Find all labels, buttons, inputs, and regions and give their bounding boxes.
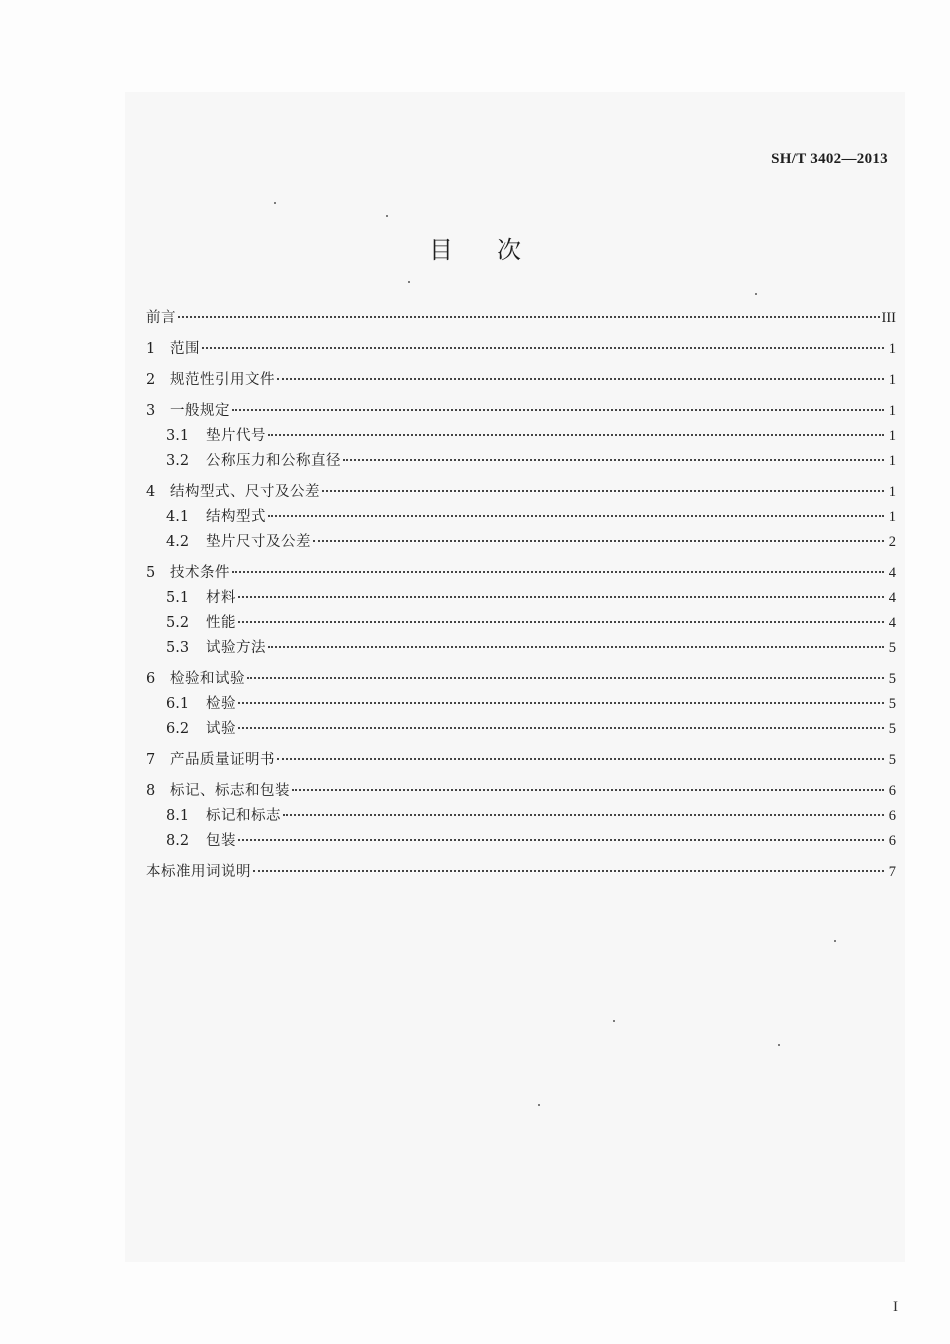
toc-entry-page: 5 (888, 640, 896, 656)
toc-entry (146, 424, 896, 449)
toc-entry-number: 5.2 (166, 615, 190, 631)
scan-speck (755, 293, 757, 295)
toc-entry-number: 8.2 (166, 833, 190, 849)
toc-leader-dots (253, 869, 884, 872)
toc-entry (146, 337, 896, 362)
scan-speck (408, 281, 410, 283)
toc-entry-label: 垫片代号 (206, 428, 266, 444)
toc-entry-page: 4 (888, 565, 896, 581)
toc-entry (146, 829, 896, 854)
toc-entry-label: 产品质量证明书 (170, 752, 275, 768)
toc-entry-label: 材料 (206, 590, 236, 606)
page-number: I (893, 1299, 898, 1315)
toc-entry-label: 公称压力和公称直径 (206, 453, 341, 469)
toc-entry-number: 6.1 (166, 696, 190, 712)
toc-entry-page: 2 (888, 534, 896, 550)
toc-entry (146, 399, 896, 424)
page-title: 目次 (429, 236, 565, 264)
toc-entry-page: 1 (888, 509, 896, 525)
toc-entry-label: 范围 (170, 341, 200, 357)
toc-entry-label: 结构型式、尺寸及公差 (170, 484, 320, 500)
toc-entry-label: 包装 (206, 833, 236, 849)
standard-code: SH/T 3402—2013 (771, 151, 888, 167)
toc-leader-dots (238, 595, 884, 598)
toc-entry-page: 5 (888, 696, 896, 712)
toc-entry-label: 检验和试验 (170, 671, 245, 687)
toc-entry-label: 一般规定 (170, 403, 230, 419)
toc-entry-page: 1 (888, 372, 896, 388)
scan-speck (274, 202, 276, 204)
toc-entry-label: 技术条件 (170, 565, 230, 581)
toc-entry-page: 7 (888, 864, 896, 880)
toc-entry-number: 1 (146, 341, 156, 357)
toc-entry (146, 586, 896, 611)
toc-leader-dots (238, 701, 884, 704)
toc-entry (146, 667, 896, 692)
toc-entry-page: 6 (888, 808, 896, 824)
toc-leader-dots (292, 788, 884, 791)
toc-entry (146, 530, 896, 555)
scan-speck (613, 1020, 615, 1022)
toc-entry-number: 3.2 (166, 453, 190, 469)
toc-leader-dots (313, 539, 884, 542)
toc-entry-page: III (881, 310, 896, 326)
toc-entry-page: 1 (888, 453, 896, 469)
toc-entry-label: 试验方法 (206, 640, 266, 656)
toc-entry-label: 检验 (206, 696, 236, 712)
toc-entry (146, 306, 896, 331)
scan-speck (386, 215, 388, 217)
toc-entry-label: 规范性引用文件 (170, 372, 275, 388)
toc-entry-page: 1 (888, 428, 896, 444)
toc-entry-page: 1 (888, 484, 896, 500)
toc-entry-label: 结构型式 (206, 509, 266, 525)
toc-entry-page: 4 (888, 615, 896, 631)
toc-entry (146, 779, 896, 804)
toc-entry-page: 6 (888, 783, 896, 799)
toc-entry (146, 368, 896, 393)
toc-entry-label: 性能 (206, 615, 236, 631)
toc-entry-number: 3 (146, 403, 156, 419)
toc-entry-label: 垫片尺寸及公差 (206, 534, 311, 550)
toc-leader-dots (322, 489, 884, 492)
toc-entry-number: 4.1 (166, 509, 190, 525)
toc-entry-number: 5.1 (166, 590, 190, 606)
toc-entry-number: 8 (146, 783, 156, 799)
toc-entry-page: 5 (888, 671, 896, 687)
toc-leader-dots (238, 726, 884, 729)
toc-entry-number: 7 (146, 752, 156, 768)
toc-entry (146, 860, 896, 885)
toc-entry-number: 4.2 (166, 534, 190, 550)
toc-entry-page: 1 (888, 403, 896, 419)
toc-entry-number: 2 (146, 372, 156, 388)
toc-entry-number: 6 (146, 671, 156, 687)
scan-speck (778, 1044, 780, 1046)
toc-entry-label: 标记、标志和包装 (170, 783, 290, 799)
toc-entry (146, 717, 896, 742)
toc-entry-page: 6 (888, 833, 896, 849)
toc-leader-dots (178, 315, 880, 318)
toc-entry (146, 748, 896, 773)
toc-leader-dots (202, 346, 884, 349)
toc-leader-dots (343, 458, 884, 461)
table-of-contents (146, 306, 896, 885)
toc-entry-label: 试验 (206, 721, 236, 737)
toc-entry-label: 前言 (146, 310, 176, 326)
toc-entry-number: 8.1 (166, 808, 190, 824)
toc-leader-dots (232, 408, 884, 411)
toc-entry (146, 611, 896, 636)
toc-entry-number: 4 (146, 484, 156, 500)
toc-entry-label: 标记和标志 (206, 808, 281, 824)
toc-leader-dots (277, 757, 884, 760)
toc-leader-dots (268, 433, 884, 436)
toc-leader-dots (277, 377, 884, 380)
toc-entry (146, 804, 896, 829)
toc-leader-dots (232, 570, 884, 573)
toc-entry (146, 505, 896, 530)
toc-entry (146, 692, 896, 717)
scan-speck (538, 1104, 540, 1106)
toc-entry (146, 561, 896, 586)
toc-entry-label: 本标准用词说明 (146, 864, 251, 880)
toc-entry-number: 3.1 (166, 428, 190, 444)
toc-entry-number: 6.2 (166, 721, 190, 737)
toc-leader-dots (238, 838, 884, 841)
toc-entry-page: 4 (888, 590, 896, 606)
toc-entry-number: 5.3 (166, 640, 190, 656)
toc-leader-dots (268, 514, 884, 517)
toc-leader-dots (283, 813, 884, 816)
toc-entry (146, 480, 896, 505)
toc-leader-dots (247, 676, 884, 679)
scan-speck (834, 940, 836, 942)
toc-entry-page: 5 (888, 752, 896, 768)
toc-leader-dots (238, 620, 884, 623)
toc-entry-page: 5 (888, 721, 896, 737)
toc-entry (146, 636, 896, 661)
toc-entry-number: 5 (146, 565, 156, 581)
toc-entry-page: 1 (888, 341, 896, 357)
toc-entry (146, 449, 896, 474)
toc-leader-dots (268, 645, 884, 648)
